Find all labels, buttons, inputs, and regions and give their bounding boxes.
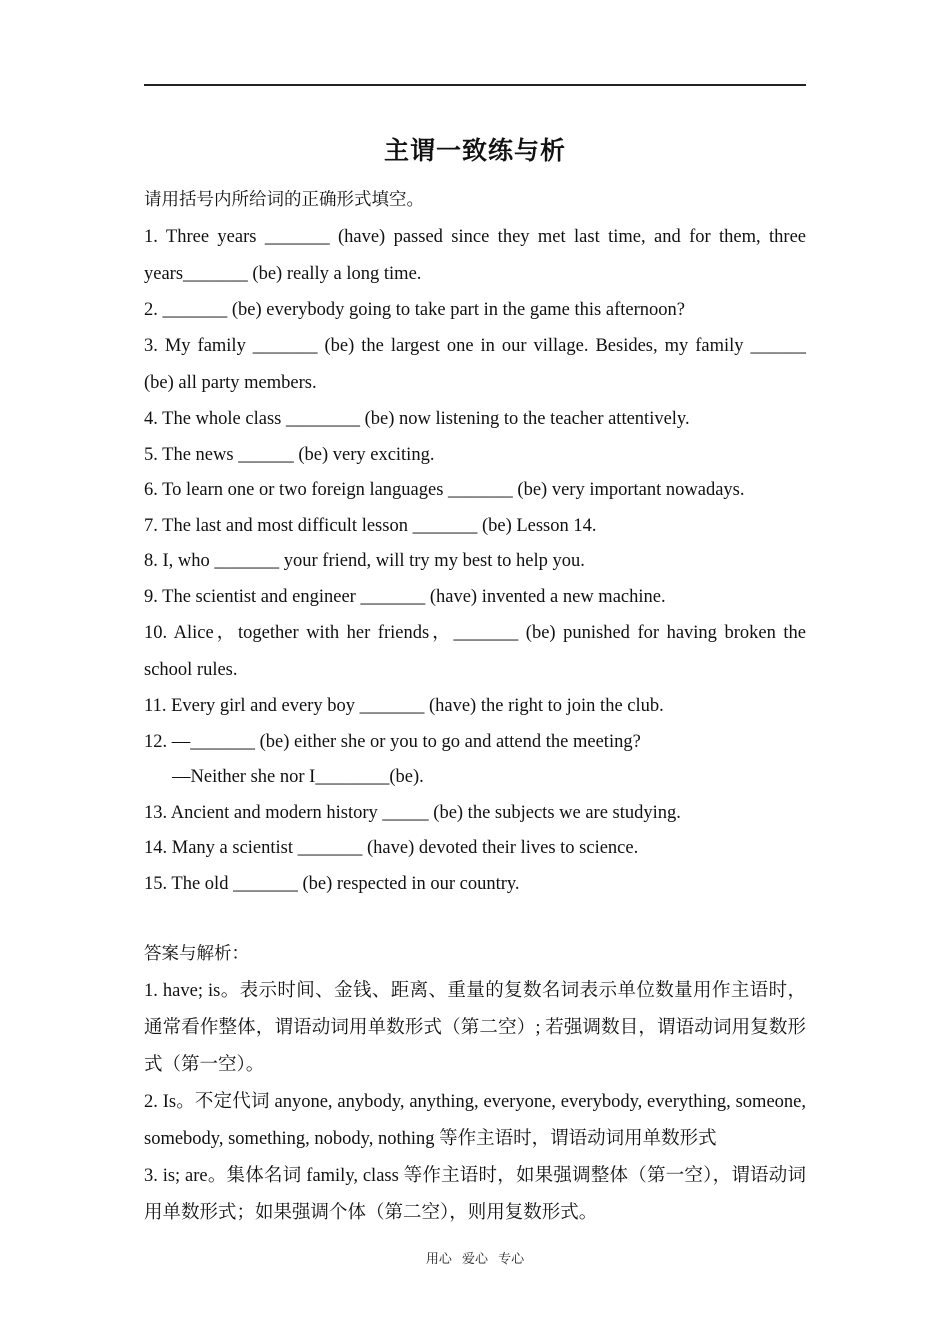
instruction: 请用括号内所给词的正确形式填空。 bbox=[144, 190, 424, 210]
answer-1: 1. have; is。表示时间、金钱、距离、重量的复数名词表示单位数量用作主语时，通常看作整体，谓语动词用单数形式（第二空）; 若强调数目，谓语动词用复数形式（第一空）。 bbox=[144, 980, 806, 1075]
question-8: 8. I, who _______ your friend, will try my best to help you. bbox=[144, 551, 585, 571]
answer-3: 3. is; are。集体名词 family, class 等作主语时，如果强调整体（第一空），谓语动词用单数形式；如果强调个体（第二空），则用复数形式。 bbox=[144, 1165, 806, 1223]
question-11: 11. Every girl and every boy _______ (have) the right to join the club. bbox=[144, 696, 664, 716]
question-1: 1. Three years _______ (have) passed since they met last time, and for them, three years_______ (be) really a long time. bbox=[144, 226, 806, 284]
question-9: 9. The scientist and engineer _______ (have) invented a new machine. bbox=[144, 586, 666, 607]
page-footer: 用心 爱心 专心 bbox=[425, 1252, 525, 1267]
page-title: 主谓一致练与析 bbox=[383, 136, 566, 165]
header-rule bbox=[144, 84, 806, 86]
question-15: 15. The old _______ (be) respected in our country. bbox=[144, 873, 520, 894]
answers-heading: 答案与解析： bbox=[144, 944, 249, 964]
question-10: 10. Alice，together with her friends，_______ (be) punished for having broken the school rules. bbox=[144, 623, 806, 680]
question-14: 14. Many a scientist _______ (have) devoted their lives to science. bbox=[144, 838, 639, 858]
question-12: 12. —_______ (be) either she or you to go and attend the meeting? bbox=[144, 731, 641, 752]
question-6: 6. To learn one or two foreign languages _______ (be) very important nowadays. bbox=[144, 480, 745, 500]
question-12-reply: —Neither she nor I________(be). bbox=[172, 767, 424, 787]
question-13: 13. Ancient and modern history _____ (be) the subjects we are studying. bbox=[144, 802, 681, 823]
answer-2: 2. Is。不定代词 anyone, anybody, anything, everyone, everybody, everything, someone, somebody, something, nobody, nothing 等作主语时，谓语动词用单数形式 bbox=[144, 1091, 806, 1149]
question-5: 5. The news ______ (be) very exciting. bbox=[144, 444, 435, 465]
section-gap bbox=[144, 902, 806, 937]
question-7: 7. The last and most difficult lesson _______ (be) Lesson 14. bbox=[144, 515, 597, 536]
question-3: 3. My family _______ (be) the largest one in our village. Besides, my family ______ (be) all party members. bbox=[144, 336, 806, 393]
question-2: 2. _______ (be) everybody going to take part in the game this afternoon? bbox=[144, 299, 685, 320]
document-body bbox=[144, 183, 806, 1232]
question-4: 4. The whole class ________ (be) now listening to the teacher attentively. bbox=[144, 409, 690, 429]
